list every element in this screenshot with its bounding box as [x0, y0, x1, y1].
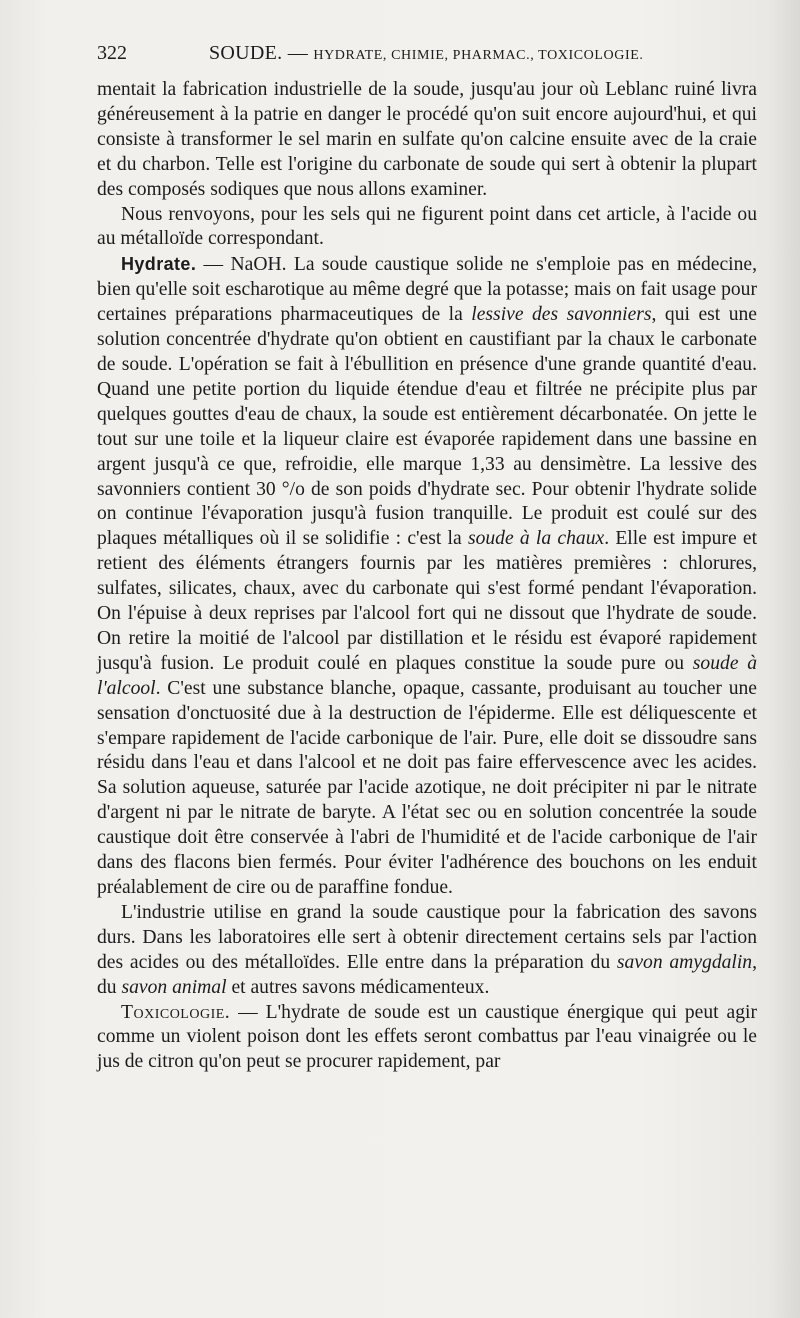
paragraph-industrie [97, 901, 757, 1001]
running-title: SOUDE. — [209, 42, 314, 64]
running-subtitle: HYDRATE, CHIMIE, PHARMAC., TOXICOLOGIE. [313, 48, 644, 63]
hydrate-heading: Hydrate. [121, 254, 197, 275]
page-header [97, 42, 757, 72]
hydrate-text-2: , qui est une solution concentrée d'hydrate qu'on obtient en caustifiant par la chaux le carbonate de soude. L'opération se fait à l'ébullition en présence d'une grande quantité d'eau. Quand une petite portion du liquide étendue d'eau et filtrée ne précipite plus par quelques gouttes d'eau de chaux, la soude est entièrement décarbonatée. On jette le tout sur une toile et la liqueur claire est évaporée rapidement dans une bassine en argent jusqu'à ce que, refroidie, elle marque 1,33 au densimètre. La lessive des savonniers contient 30 °/o de son poids d'hydrate sec. Pour obtenir l'hydrate solide on continue l'évaporation jusqu'à fusion tranquille. Le produit est coulé sur des plaques métalliques où il se solidifie : c'est la [97, 304, 757, 550]
hydrate-italic-2: soude à la chaux [467, 528, 605, 550]
hydrate-italic-3: soude à l'alcool [97, 652, 757, 699]
industrie-text-3: et autres savons médicamenteux. [226, 976, 490, 998]
industrie-italic-2: savon animal [121, 976, 227, 998]
paragraph-1: mentait la fabrication industrielle de la soude, jusqu'au jour où Leblanc ruiné livra généreusement à la patrie en danger le procédé qu'on suit encore aujourd'hui, et qui consiste à transformer le sel marin en sulfate qu'on calcine ensuite avec de la craie et du charbon. Telle est l'origine du carbonate de soude qui sert à obtenir la plupart des composés sodiques que nous allons examiner. [97, 79, 757, 200]
hydrate-text-4: . C'est une substance blanche, opaque, cassante, produisant au toucher une sensation d'onctuosité due à la destruction de l'épiderme. Elle est déliquescente et s'empare rapidement de l'acide carbonique de l'air. Pure, elle doit se dissoudre sans résidu dans l'eau et dans l'alcool et ne doit pas faire effervescence avec les acides. Sa solution aqueuse, saturée par l'acide azotique, ne doit précipiter ni par le nitrate d'argent ni par le nitrate de baryte. A l'état sec ou en solution concentrée la soude caustique doit être conservée à l'abri de l'humidité et de l'acide carbonique de l'air dans des flacons bien fermés. Pour éviter l'adhérence des bouchons on les enduit préalablement de cire ou de paraffine fondue. [97, 677, 757, 898]
toxicologie-text-1: — L'hydrate de soude est un caustique énergique qui peut agir comme un violent poison dont les effets seront combattus par l'eau vinaigrée ou le jus de citron qu'on peut se procurer rapidement, par [97, 1001, 757, 1073]
industrie-text-2: , du [97, 951, 757, 998]
industrie-text-1: L'industrie utilise en grand la soude caustique pour la fabrication des savons durs. Dans les laboratoires elle sert à obtenir directement certains sels par l'action des acides ou des métalloïdes. Elle entre dans la préparation du [97, 901, 757, 973]
paragraph-2: Nous renvoyons, pour les sels qui ne figurent point dans cet article, à l'acide ou au métalloïde correspondant. [97, 203, 757, 250]
paragraph-toxicologie [97, 1001, 757, 1076]
hydrate-text-1: — NaOH. La soude caustique solide ne s'emploie pas en médecine, bien qu'elle soit escharotique au même degré que la potasse; mais on fait usage pour certaines préparations pharmaceutiques de la [97, 254, 757, 326]
running-head [209, 42, 643, 65]
page-number: 322 [97, 42, 127, 64]
hydrate-italic-1: lessive des savonniers [471, 304, 652, 326]
toxicologie-heading: Toxicologie. [121, 1001, 231, 1023]
industrie-italic-1: savon amygdalin [616, 951, 753, 973]
body-text [97, 78, 757, 1075]
hydrate-text-3: . Elle est impure et retient des éléments étrangers fournis par les matières premières : chlorures, sulfates, silicates, chaux, avec du carbonate qui s'est formé pendant l'évaporation. On l'épuise à deux reprises par l'alcool fort qui ne dissout que l'hydrate de soude. On retire la moitié de l'alcool par distillation et le résidu est évaporé rapidement jusqu'à fusion. Le produit coulé en plaques constitue la soude pure ou [97, 528, 758, 674]
paragraph-hydrate [97, 252, 757, 901]
